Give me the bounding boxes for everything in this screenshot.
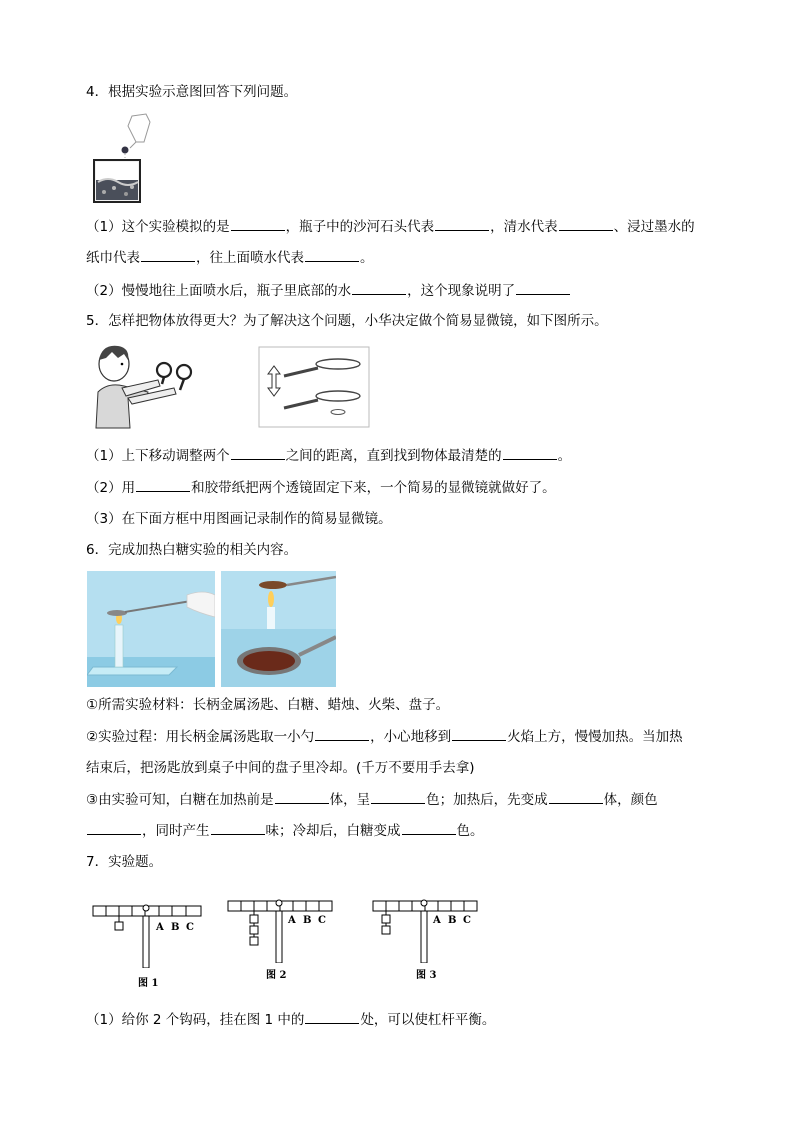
answer-blank[interactable] (136, 478, 190, 492)
q4-p1-text-d: 、浸过墨水的 (613, 219, 695, 235)
q6-s2-text-c: 火焰上方，慢慢加热。当加热 (507, 729, 683, 745)
q6-step3-line2 (86, 821, 484, 841)
lever-label-c: C (463, 915, 471, 926)
q4-p1-text-f: ，往上面喷水代表 (196, 250, 304, 266)
q5-p2-text-a: （2）用 (86, 480, 136, 496)
lever-label-c: C (318, 915, 326, 926)
q6-step1: ①所需实验材料：长柄金属汤匙、白糖、蜡烛、火柴、盘子。 (86, 697, 450, 713)
q7-title: 7．实验题。 (86, 854, 163, 870)
q5-boy-with-lenses-illustration (88, 340, 200, 430)
answer-blank[interactable] (549, 790, 603, 804)
lever-label-a: A (433, 915, 441, 926)
q4-experiment-illustration (84, 112, 159, 206)
q6-s3-text-b: 体，呈 (329, 792, 371, 808)
q5-p1-text-b: 之间的距离，直到找到物体最清楚的 (285, 448, 502, 464)
q4-p1-text-b: ，瓶子中的沙河石头代表 (285, 219, 435, 235)
lever-label-b: B (303, 915, 312, 926)
q6-s3-text-a: ③由实验可知，白糖在加热前是 (86, 792, 274, 808)
q5-p2-text-b: 和胶带纸把两个透镜固定下来，一个简易的显微镜就做好了。 (191, 480, 556, 496)
q5-lens-diagram (258, 346, 370, 428)
q6-s3-text-e: ，同时产生 (142, 823, 210, 839)
answer-blank[interactable] (452, 727, 506, 741)
q7-lever-figure-3 (372, 893, 484, 981)
q4-p1-text-e: 纸巾代表 (86, 250, 140, 266)
q6-step3-line1 (86, 790, 658, 810)
q6-s2-text-b: ，小心地移到 (370, 729, 452, 745)
fig-caption-1: 图 1 (138, 978, 159, 989)
q4-p2-text-b: ，这个现象说明了 (407, 283, 516, 299)
answer-blank[interactable] (275, 790, 329, 804)
q5-p1-text-c: 。 (557, 448, 572, 464)
lever-label-b: B (171, 922, 180, 933)
q6-s3-text-d: 体，颜色 (603, 792, 658, 808)
q6-step2-line1 (86, 727, 683, 747)
q5-part3: （3）在下面方框中用图画记录制作的简易显微镜。 (86, 511, 392, 527)
fig-caption-3: 图 3 (416, 970, 437, 981)
q5-title: 5．怎样把物体放得更大？为了解决这个问题，小华决定做个简易显微镜，如下图所示。 (86, 313, 608, 329)
q4-part1-line2 (86, 248, 374, 268)
answer-blank[interactable] (402, 821, 456, 835)
lever-label-a: A (288, 915, 296, 926)
answer-blank[interactable] (231, 217, 285, 231)
q6-title: 6．完成加热白糖实验的相关内容。 (86, 542, 298, 558)
answer-blank[interactable] (87, 821, 141, 835)
q4-part2 (86, 281, 571, 301)
fig-caption-2: 图 2 (266, 970, 287, 981)
q4-p2-text-a: （2）慢慢地往上面喷水后，瓶子里底部的水 (86, 283, 352, 299)
q6-s2-text-a: ②实验过程：用长柄金属汤匙取一小勺 (86, 729, 315, 745)
answer-blank[interactable] (315, 727, 369, 741)
answer-blank[interactable] (559, 217, 613, 231)
q5-p1-text-a: （1）上下移动调整两个 (86, 448, 230, 464)
lever-label-a: A (156, 922, 164, 933)
answer-blank[interactable] (305, 248, 359, 262)
q6-step2-line2: 结束后，把汤匙放到桌子中间的盘子里冷却。(千万不要用手去拿) (86, 760, 475, 776)
q7-lever-figure-1 (92, 898, 204, 989)
q4-p1-text-a: （1）这个实验模拟的是 (86, 219, 230, 235)
q4-part1-line1 (86, 217, 695, 237)
q5-part2 (86, 478, 556, 498)
q7-p1-text-a: （1）给你 2 个钩码，挂在图 1 中的 (86, 1012, 305, 1028)
answer-blank[interactable] (503, 446, 557, 460)
q7-p1-text-b: 处，可以使杠杆平衡。 (360, 1012, 496, 1028)
answer-blank[interactable] (211, 821, 265, 835)
q6-s3-text-c: 色；加热后，先变成 (426, 792, 548, 808)
lever-label-c: C (186, 922, 194, 933)
q5-part1 (86, 446, 571, 466)
q6-heating-photo-2 (221, 571, 336, 687)
q6-heating-photo-1 (87, 571, 215, 687)
q4-title: 4．根据实验示意图回答下列问题。 (86, 84, 298, 100)
q7-part1 (86, 1010, 495, 1030)
lever-label-b: B (448, 915, 457, 926)
answer-blank[interactable] (352, 281, 406, 295)
answer-blank[interactable] (231, 446, 285, 460)
answer-blank[interactable] (141, 248, 195, 262)
answer-blank[interactable] (516, 281, 570, 295)
q7-lever-figure-2 (227, 893, 339, 981)
q4-p1-text-g: 。 (360, 250, 374, 266)
q6-s3-text-f: 味；冷却后，白糖变成 (265, 823, 401, 839)
answer-blank[interactable] (371, 790, 425, 804)
q6-s3-text-g: 色。 (456, 823, 484, 839)
answer-blank[interactable] (435, 217, 489, 231)
answer-blank[interactable] (305, 1010, 359, 1024)
q4-p1-text-c: ，清水代表 (490, 219, 558, 235)
